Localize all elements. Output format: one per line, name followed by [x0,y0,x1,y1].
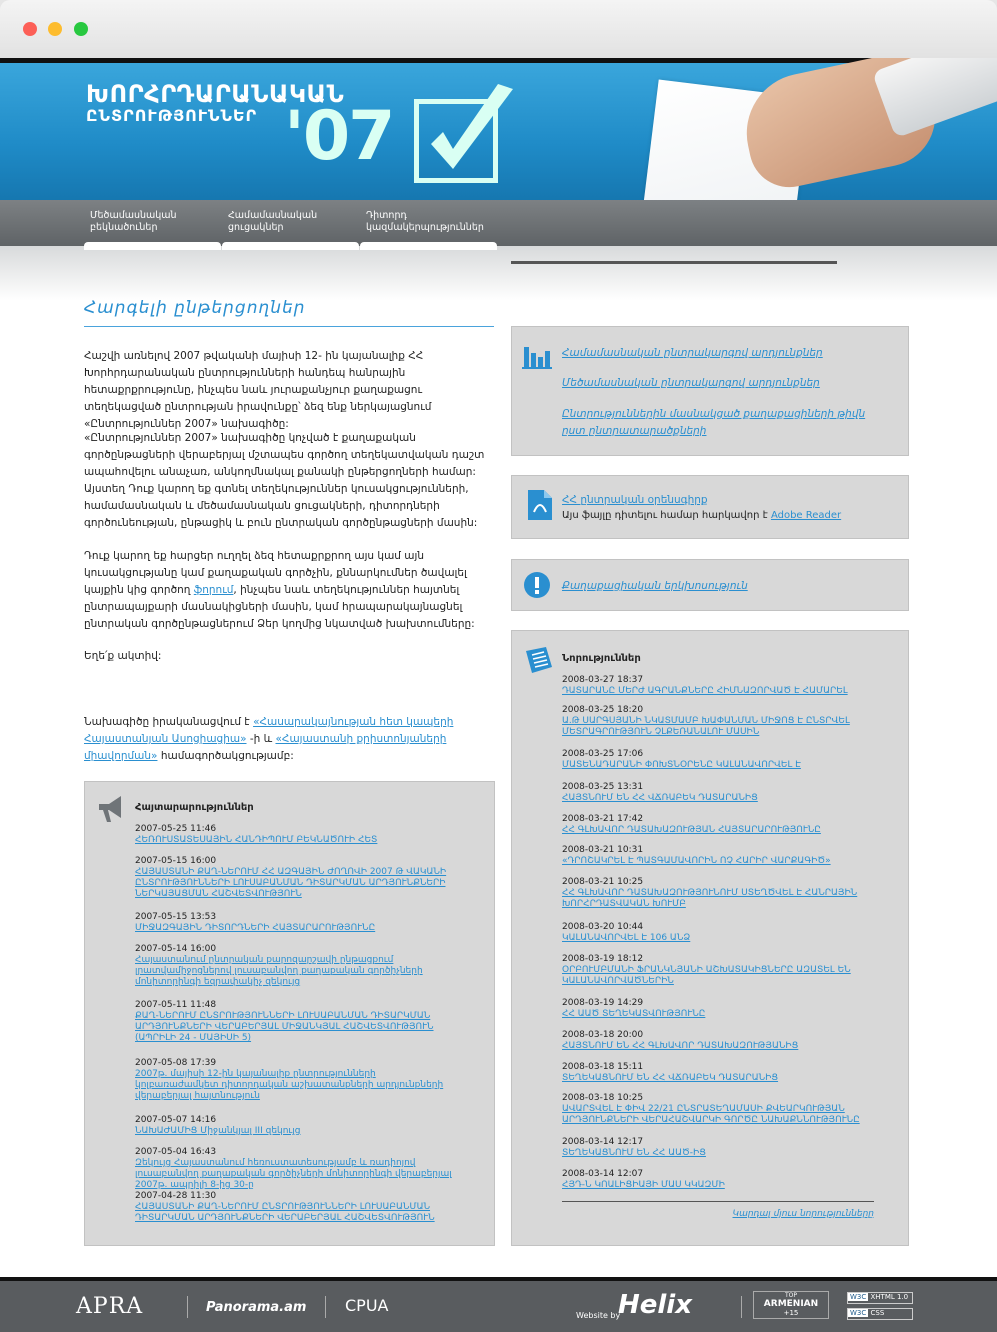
note-text: Այս ֆայլը դիտելու համար հարկավոր է [562,510,768,521]
news-link[interactable]: ՀԱՅՏՆՈՒՄ ԵՆ ՀՀ ԳԼԽԱՎՈՐ ԴԱՏԱԽԱԶՈՒԹՅԱՆԻՑ [562,1041,799,1051]
nav-proportional-lists[interactable] [222,210,359,246]
news-date: 2008-03-25 17:06 [562,749,644,759]
maximize-window-button[interactable] [74,22,88,36]
announcement-item [135,1058,461,1102]
news-item [562,954,888,987]
news-item [562,922,888,944]
nav-label: Համամասնական ցուցակներ [228,210,318,233]
helix-logo[interactable]: Helix [618,1290,692,1320]
announcement-date: 2007-05-07 14:16 [135,1115,217,1125]
logo-year[interactable]: '07 [284,97,394,176]
page-title: Հարգելի ընթերցողներ [84,298,306,318]
announcement-link[interactable]: ՀԱՅԱՍՏԱՆԻ ՔԱՂ-ՆԵՐՈՒՄ ՀՀ ԱԶԳԱՅԻՆ ԺՈՂՈՎԻ 2007 Թ ՎԱԿԱՆԻ ԸՆՏՐՈՒԹՅՈՒՆՆԵՐԻ ԼՈՒՍԱԲԱՆՄԱՆ ԴԻՏԱՐԿՄԱՆ ԱՐԴՅՈՒՆՔՆԵՐԻ ՆԵՐԿԱՅԱՑՄԱՆ ՀԱՇՎԵՏՎՈՒԹՅՈՒՆ [135,867,447,899]
announcement-link[interactable]: ՄԻՋԱԶԳԱՅԻՆ ԴԻՏՈՐԴՆԵՐԻ ՀԱՅՏԱՐԱՐՈՒԹՅՈՒՆԸ [135,923,376,933]
counter-label: ARMENIAN [763,1299,819,1309]
logo-title[interactable]: ԽՈՐՀՐԴԱՐԱՆԱԿԱՆ [86,80,345,108]
w3c-css-badge[interactable] [847,1308,913,1320]
intro-paragraph-1: Հաշվի առնելով 2007 թվականի մայիսի 12- ին կայանալիք ՀՀ Խորհրդարանական ընտրությունների հանդեպ հանրային հետաքրքրությունը, ինչպես նաև յուրաքանչյուր քաղաքացու տեղեկացված ընտրության իրավունքը՝ ձեզ ենք ներկայացնում «Ընտրություններ 2007» նախագիծը: [84,350,432,430]
news-link[interactable]: ՏԵՂԵԿԱՑՆՈՒՄ ԵՆ ՀՀ ՎՃՌԱԲԵԿ ԴԱՏԱՐԱՆԻՑ [562,1073,779,1083]
cpua-logo[interactable]: CPUA [345,1296,389,1315]
more-news-link[interactable]: Կարդալ մյուս նորությունները [732,1209,874,1219]
news-item [562,705,888,738]
newspaper-icon [522,643,556,677]
announcement-item [135,912,461,934]
announcement-item [135,1147,461,1191]
minimize-window-button[interactable] [48,22,62,36]
news-link[interactable]: ՀՀ ԳԼԽԱՎՈՐ ԴԱՏԱԽԱԶՈՒԹՅԱՆ ՀԱՅՏԱՐԱՐՈՒԹՅՈՒՆԸ [562,825,821,835]
sponsor-paragraph [84,714,496,765]
news-link[interactable]: ՀՀ ԳԼԽԱՎՈՐ ԴԱՏԱԽԱԶՈՒԹՅՈՒՆՈՒՄ ՍՏԵՂԾՎԵԼ Է ՀԱՆՐԱՅԻՆ ԽՈՐՀՐԴԱՏՎԱԿԱՆ ԽՈՒՄԲ [562,888,858,909]
news-link[interactable]: Ա.Թ ՍԱՐԳՍՅԱՆԻ ՆԿԱՏՄԱՄԲ ԽԱՓԱՆՄԱՆ ՄԻՋՈՑ Է ԸՆՏՐՎԵԼ ՄԵՏՐԱԳՐՈՒԹՅՈՒՆ ՉԼՔԵՌԱՆԱԼՈՒ ՄԱՍԻՆ [562,716,850,737]
news-date: 2008-03-25 13:31 [562,782,644,792]
news-date: 2008-03-27 18:37 [562,675,644,685]
nav-tab [84,242,221,250]
nav-label: Դիտորդ կազմակերպություններ [366,210,484,233]
announcement-date: 2007-05-15 16:00 [135,856,217,866]
announcement-item [135,856,461,900]
paragraph-text: , ինչպես նաև տեղեկություններ հայտնել ընտրապայքարի մասնակիցների մասին, կամ հրապարակայնացնել ընտրական գործընթացներում Ձեր կողմից նկատված խախտումները: [84,584,475,630]
announcement-item [135,824,461,846]
announcement-link[interactable]: ՆԱԽԱԺԱՄԻՑ Միջանկյալ III զեկույց [135,1126,301,1136]
paragraph-text: Դուք կարող եք հարցեր ուղղել ձեզ հետաքրքրող այս կամ այն կուսակցությանը կամ քաղաքական գործչին, քննարկումներ ծավալել կայքին կից գործող [84,550,467,596]
announcement-date: 2007-05-15 13:53 [135,912,217,922]
christians-union-link[interactable]: «Հայաստանի քրիստոնյաների միավորման» [84,733,447,762]
news-date: 2008-03-14 12:07 [562,1169,644,1179]
civic-dialogue-link[interactable]: Քաղաքացիական երկխոսություն [562,580,748,592]
logo-subtitle[interactable]: ԸՆՏՐՈՒԹՅՈՒՆՆԵՐ [86,106,258,125]
news-link[interactable]: ԱՎԱՐՏՎԵԼ Է ՓԻՎ 22/21 ԸՆՏՐԱՏԵՂԱՄԱՍԻ ՔՎԵԱՐԿՈՒԹՅԱՆ ԱՐԴՅՈՒՆՔՆԵՐԻ ՎԵՐԱՀԱՇՎԱՐԿԻ ԳՈՐԾԸ ՆԱԽԱՔՆՆՈՒԹՅՈՒՆԸ [562,1104,860,1125]
nav-observer-organizations[interactable] [360,210,497,246]
adobe-reader-link[interactable]: Adobe Reader [770,510,842,521]
announcement-item [135,1191,461,1224]
news-box [511,630,909,1246]
apra-link[interactable]: «Հասարակայնության հետ կապերի Հայաստանյան Ասոցիացիա» [84,716,454,745]
w3c-label: W3C [850,1293,867,1301]
news-item [562,749,888,771]
paragraph-text: -ի և [249,733,273,745]
news-date: 2008-03-18 10:25 [562,1093,644,1103]
checkmark-logo-icon [414,99,498,183]
news-link[interactable]: ՕՐԲՈՒՄԲՄԱՆԻ ՖՐԱՆԿՆՅԱՆԻ ԱՇԽԱՏԱԿԻՑՆԵՐԸ ԱԶԱՏԵԼ ԵՆ ԿԱԼԱՆԱՎՈՐՎԱԾՆԵՐԻՆ [562,965,851,986]
close-window-button[interactable] [23,22,37,36]
news-date: 2008-03-18 20:00 [562,1030,644,1040]
announcement-link[interactable]: ՔԱՂ-ՆԵՐՈՒՄ ԸՆՏՐՈՒԹՅՈՒՆՆԵՐԻ ԼՈՒՍԱԲԱՆՄԱՆ ԴԻՏԱՐԿՄԱՆ ԱՐԴՅՈՒՆՔՆԵՐԻ ՎԵՐԱԲԵՐՅԱԼ ՄԻՋԱՆԿՅԱԼ ՀԱՇՎԵՏՎՈՒԹՅՈՒՆ (ԱՊՐԻԼԻ 24 - ՄԱՅԻՍԻ 5) [135,1011,434,1043]
news-link[interactable]: ՄԱՏԵՆԱԴԱՐԱՆԻ ՓՈԽՏՆՕՐԵՆԸ ԿԱԼԱՆԱՎՈՐՎԵԼ Է [562,760,801,770]
nav-tab [222,242,359,250]
news-link[interactable]: ՀՀ ԱԱԾ ՏԵՂԵԿԱՏՎՈՒԹՅՈՒՆԸ [562,1009,706,1019]
announcement-link[interactable]: ՀԱՅԱՍՏԱՆԻ ՔԱՂ-ՆԵՐՈՒՄ ԸՆՏՐՈՒԹՅՈՒՆՆԵՐԻ ԼՈՒՍԱԲԱՆՄԱՆ ԴԻՏԱՐԿՄԱՆ ԱՐԴՅՈՒՆՔՆԵՐԻ ՎԵՐԱԲԵՐՅԱԼ ՀԱՇՎԵՏՎՈՒԹՅՈՒՆ [135,1202,435,1223]
news-date: 2008-03-21 17:42 [562,814,644,824]
news-date: 2008-03-20 10:44 [562,922,644,932]
news-link[interactable]: ՏԵՂԵԿԱՑՆՈՒՄ ԵՆ ՀՀ ԱԱԾ-ԻՑ [562,1148,706,1158]
w3c-xhtml-badge[interactable] [847,1292,913,1304]
news-date: 2008-03-21 10:31 [562,845,644,855]
browser-chrome [0,0,997,58]
announcement-item [135,1115,461,1137]
counter-top-label: TOP [784,1292,797,1299]
news-item [562,1169,888,1191]
proportional-results-link[interactable]: Համամասնական ընտրակարգով արդյունքներ [562,347,823,359]
exclamation-icon [522,570,552,600]
announcements-title: Հայտարարություններ [135,802,254,813]
panorama-logo[interactable]: Panorama.am [206,1300,307,1315]
news-link[interactable]: ԴԱՏԱՐԱՆԸ ՄԵՐԺ ԱԳՐԱՆՔՆԵՐԸ ՀԻՄՆԱԶՈՐՎԱԾ Է ՀԱՄԱՐԵԼ [562,686,848,696]
news-item [562,1062,888,1084]
paragraph-text: համագործակցությամբ: [160,750,294,762]
news-date: 2008-03-21 10:25 [562,877,644,887]
counter-value: +15 [783,1309,799,1317]
forum-link[interactable]: ֆորում [193,584,234,596]
bar-chart-icon [520,337,554,371]
announcement-date: 2007-05-25 11:46 [135,824,217,834]
announcement-item [135,1000,461,1044]
paragraph-text: Նախագիծը իրականացվում է [84,716,250,728]
news-item [562,782,888,804]
footer-separator [325,1296,326,1318]
top-armenian-counter[interactable] [753,1291,829,1319]
results-box [511,326,909,456]
megaphone-icon [93,792,127,826]
news-date: 2008-03-19 18:12 [562,954,644,964]
news-date: 2008-03-18 15:11 [562,1062,644,1072]
news-item [562,814,888,836]
navigation-shadow [0,246,997,301]
news-item [562,877,888,910]
intro-paragraph-3 [84,548,496,633]
news-item [562,845,888,867]
badge-text: CSS [870,1309,885,1317]
apra-logo[interactable]: APRA [76,1294,144,1319]
nav-tab [360,242,497,250]
news-link[interactable]: ՀԱՅՏՆՈՒՄ ԵՆ ՀՀ ՎՃՌԱԲԵԿ ԴԱՏԱՐԱՆԻՑ [562,793,758,803]
civic-dialogue-box [511,559,909,611]
majoritarian-results-link[interactable]: Մեծամասնական ընտրակարգով արդյունքներ [562,377,820,389]
news-link[interactable]: «ԴՐՈՇԱԿՐԵԼ Է ՊԱՏԳԱՄԱՎՈՐԻՆ ՈՉ ՀԱՐԻՐ ՎԱՐՔԱԳԻԾ» [562,856,831,866]
announcement-date: 2007-04-28 11:30 [135,1191,217,1201]
w3c-label: W3C [850,1309,867,1317]
news-divider [562,1201,874,1202]
announcement-link[interactable]: 2007թ. մայիսի 12-ին կայանալիք ընտրությունների կոլբառաժամկետ դիտորդական աշխատանքների արդյունքների վերաբերյալ հայտնություն [135,1069,444,1101]
title-divider [84,326,494,327]
website-by-label: Website by [576,1311,621,1320]
turnout-link[interactable]: Ընտրություններին մասնակցած քաղաքացիների թիվն ըստ ընտրատարածքների [562,408,866,437]
news-link[interactable]: ՀՅԴ-Ն ԿՈԱԼԻՑԻԱՅԻ ՄԱՍ ԿԿԱԶՄԻ [562,1180,725,1190]
news-title: Նորություններ [562,653,641,664]
news-date: 2008-03-19 14:29 [562,998,644,1008]
announcement-link[interactable]: ՀԵՌՈՒՍՏԱՏԵՍԱՅԻՆ ՀԱՆԴԻՊՈՒՄ ԲԵԿՆԱԾՈՒԻ ՀԵՏ [135,835,378,845]
ballot-box-slot [511,261,837,264]
announcement-date: 2007-05-11 11:48 [135,1000,217,1010]
news-item [562,998,888,1020]
badge-text: XHTML 1.0 [870,1293,909,1301]
news-date: 2008-03-14 12:17 [562,1137,644,1147]
site-footer [0,1277,997,1332]
news-item [562,675,888,697]
announcement-date: 2007-05-04 16:43 [135,1147,217,1157]
news-date: 2008-03-25 18:20 [562,705,644,715]
announcement-date: 2007-05-14 16:00 [135,944,217,954]
news-link[interactable]: ԿԱԼԱՆԱՎՈՐՎԵԼ Է 106 ԱՆՁ [562,933,691,943]
announcement-link[interactable]: Զեկույց Հայաստանում հեռուստատեսությամբ և ռադիոյով լուսաբանվող քաղաքական գործիչների մոնիտորինգի վերաբերյալ 2007թ. ապրիլի 8-ից 30-ը [135,1158,452,1190]
electoral-code-link[interactable]: ՀՀ ընտրական օրենսգիրք [562,494,708,506]
announcements-box [84,781,495,1246]
footer-separator [187,1296,188,1318]
intro-paragraph-2: «Ընտրություններ 2007» նախագիծը կոչված է քաղաքական գործընթացների վերաբերյալ մշտապես գործող տեղեկատվական դաշտ ապահովելու անաչառ, անկողմնակալ քանակի ընթերցողների համար: Այստեղ Դուք կարող եք գտնել տեղեկություններ կուսակցությունների, համամասնական և մեծամասնական ցուցակների, դիտորդների գործունեության, ընթացիկ և բուն ընտրական գործընթացների մասին: [84,432,485,529]
closing-text: Եղե՛ք ակտիվ: [84,650,162,662]
web-page [0,58,997,1332]
electoral-code-box [511,475,909,539]
nav-majoritarian-candidates[interactable] [84,210,221,246]
news-item [562,1030,888,1052]
pdf-file-icon [522,488,556,522]
news-item [562,1093,888,1126]
adobe-note [562,510,841,521]
footer-separator [741,1296,742,1318]
nav-label: Մեծամասնական բեկնածուներ [90,210,177,233]
announcement-link[interactable]: Հայաստանում ընտրական քարոզարշավի ընթացքում լրատվամիջոցներով լուսաբանվող քաղաքական գործիչների մոնիտորինգի եզրափակիչ զեկույց [135,955,423,987]
announcement-item [135,944,461,988]
news-item [562,1137,888,1159]
announcement-date: 2007-05-08 17:39 [135,1058,217,1068]
